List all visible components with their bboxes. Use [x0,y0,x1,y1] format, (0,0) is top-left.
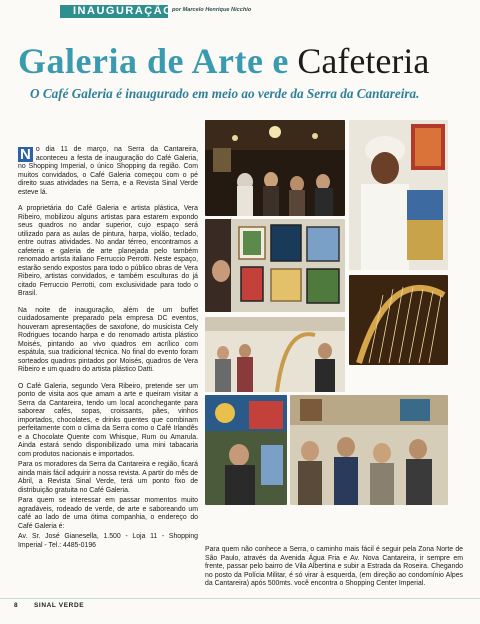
photo-harpist [205,317,345,392]
article-paragraph-6: Para quem se interessar em passar momentos muito agradáveis, rodeado de verde, de arte e saboreando um café ao lado de uma ótima companhia, o endereço do Café Galeria é: [18,497,198,530]
article-paragraph-3: Na noite de inauguração, além de um buffet cuidadosamente preparado pela empresa DC eventos, houveram apresentações de saxofone, do musicista Cely Rodrigues tocando harpa e do renomado artista plástico Moisés, pintando ao vivo quadros em acrílico com espátula, sua tradicional técnica. No final do evento foram sorteados quadros pintados por Moisés, quadros de Vera Ribeiro e um quadro do artista plástico Datti. [18,306,198,373]
footer-rule [0,598,480,599]
article-paragraph-4: O Café Galeria, segundo Vera Ribeiro, pretende ser um ponto de visita aos que amam a arte e queiram visitar a Serra da Cantareira, tendo um local aconchegante para saborear cafés, sopas, croissants, pães, vinhos importados, chocolates, e drinks quentes que combinam perfeitamente com o clima da Serra como o Café Irlandês e a Chocolate Quente com Whisque, Rum ou Amarula. Ainda estará sendo disponibilizado uma mini tabacaria com produtos nacionais e importados. [18,382,198,458]
byline: por Marcelo Henrique Nicchio [172,7,252,13]
article-paragraph-address: Av. Sr. José Gianesella, 1.500 - Loja 11 - Shopping Imperial - Tel.: 4485-0196 [18,533,198,549]
photo-event-crowd [205,120,345,216]
headline-part-2: Cafeteria [297,41,430,81]
article-paragraph-2: A proprietária do Café Galeria e artista plástica, Vera Ribeiro, mobilizou alguns artistas para estarem expondo seus quadros no andar superior, cujo espaço será utilizado para as aulas de pintura, harpa, violão, teclado, entre outras atividades. No andar térreo, encontramos a cafeteria e galeria de arte planejada pelo também renomado artista italiano Ferruccio Perrotti. Neste espaço, estarão sendo expostos para todo o público obras de Vera Ribeiro, artistas convidados, e também esculturas do já citado Ferruccio Perrotti, com exclusividade para todo o Brasil. [18,205,198,297]
headline [18,40,468,82]
page-number: 8 [14,602,18,609]
magazine-name: SINAL VERDE [34,602,85,609]
article-paragraph-5: Para os moradores da Serra da Cantareira e região, ficará ainda mais fácil adquirir a nossa revista. A partir do mês de Abril, a Revista Sinal Verde, terá um ponto fixo de distribuição gratuita no Café Galeria. [18,461,199,494]
dropcap: N [20,146,31,163]
article-paragraph-1 [18,146,198,197]
subtitle: O Café Galeria é inaugurado em meio ao verde da Serra da Cantareira. [30,86,420,101]
paragraph-1-text: o dia 11 de março, na Serra da Cantareira, aconteceu a festa de inauguração do Café Galeria, no Shopping Imperial, o único Shopping da região. Com muitos convidados, o Café Galeria começou com o pé direito suas atividades na Serra, e a Revista Sinal Verde esteve lá. [18,146,198,196]
section-label: INAUGURAÇÃO [73,5,174,17]
photo-painter [205,395,287,505]
headline-connector: e [272,41,289,81]
photo-artist-turban [349,120,448,270]
photo-gallery-wall [205,219,345,312]
article-text-column [18,146,198,558]
photo-guests [290,395,448,505]
headline-part-1: Galeria de Arte [18,41,264,81]
directions-text: Para quem não conhece a Serra, o caminho mais fácil é seguir pela Zona Norte de São Paulo, através da Avenida Água Fria e Av. Nova Cantareira, ir sempre em frente, passar pelo bairro de Vila Albertina e subir a Estrada da Roseira. Chegando no posto da Polícia Militar, é só virar à esquerda, (em direção ao condomínio Alpes da Cantareira) após 500mts. você encontra o Shopping Center Imperial. [205,546,463,588]
photo-harp [349,275,448,365]
